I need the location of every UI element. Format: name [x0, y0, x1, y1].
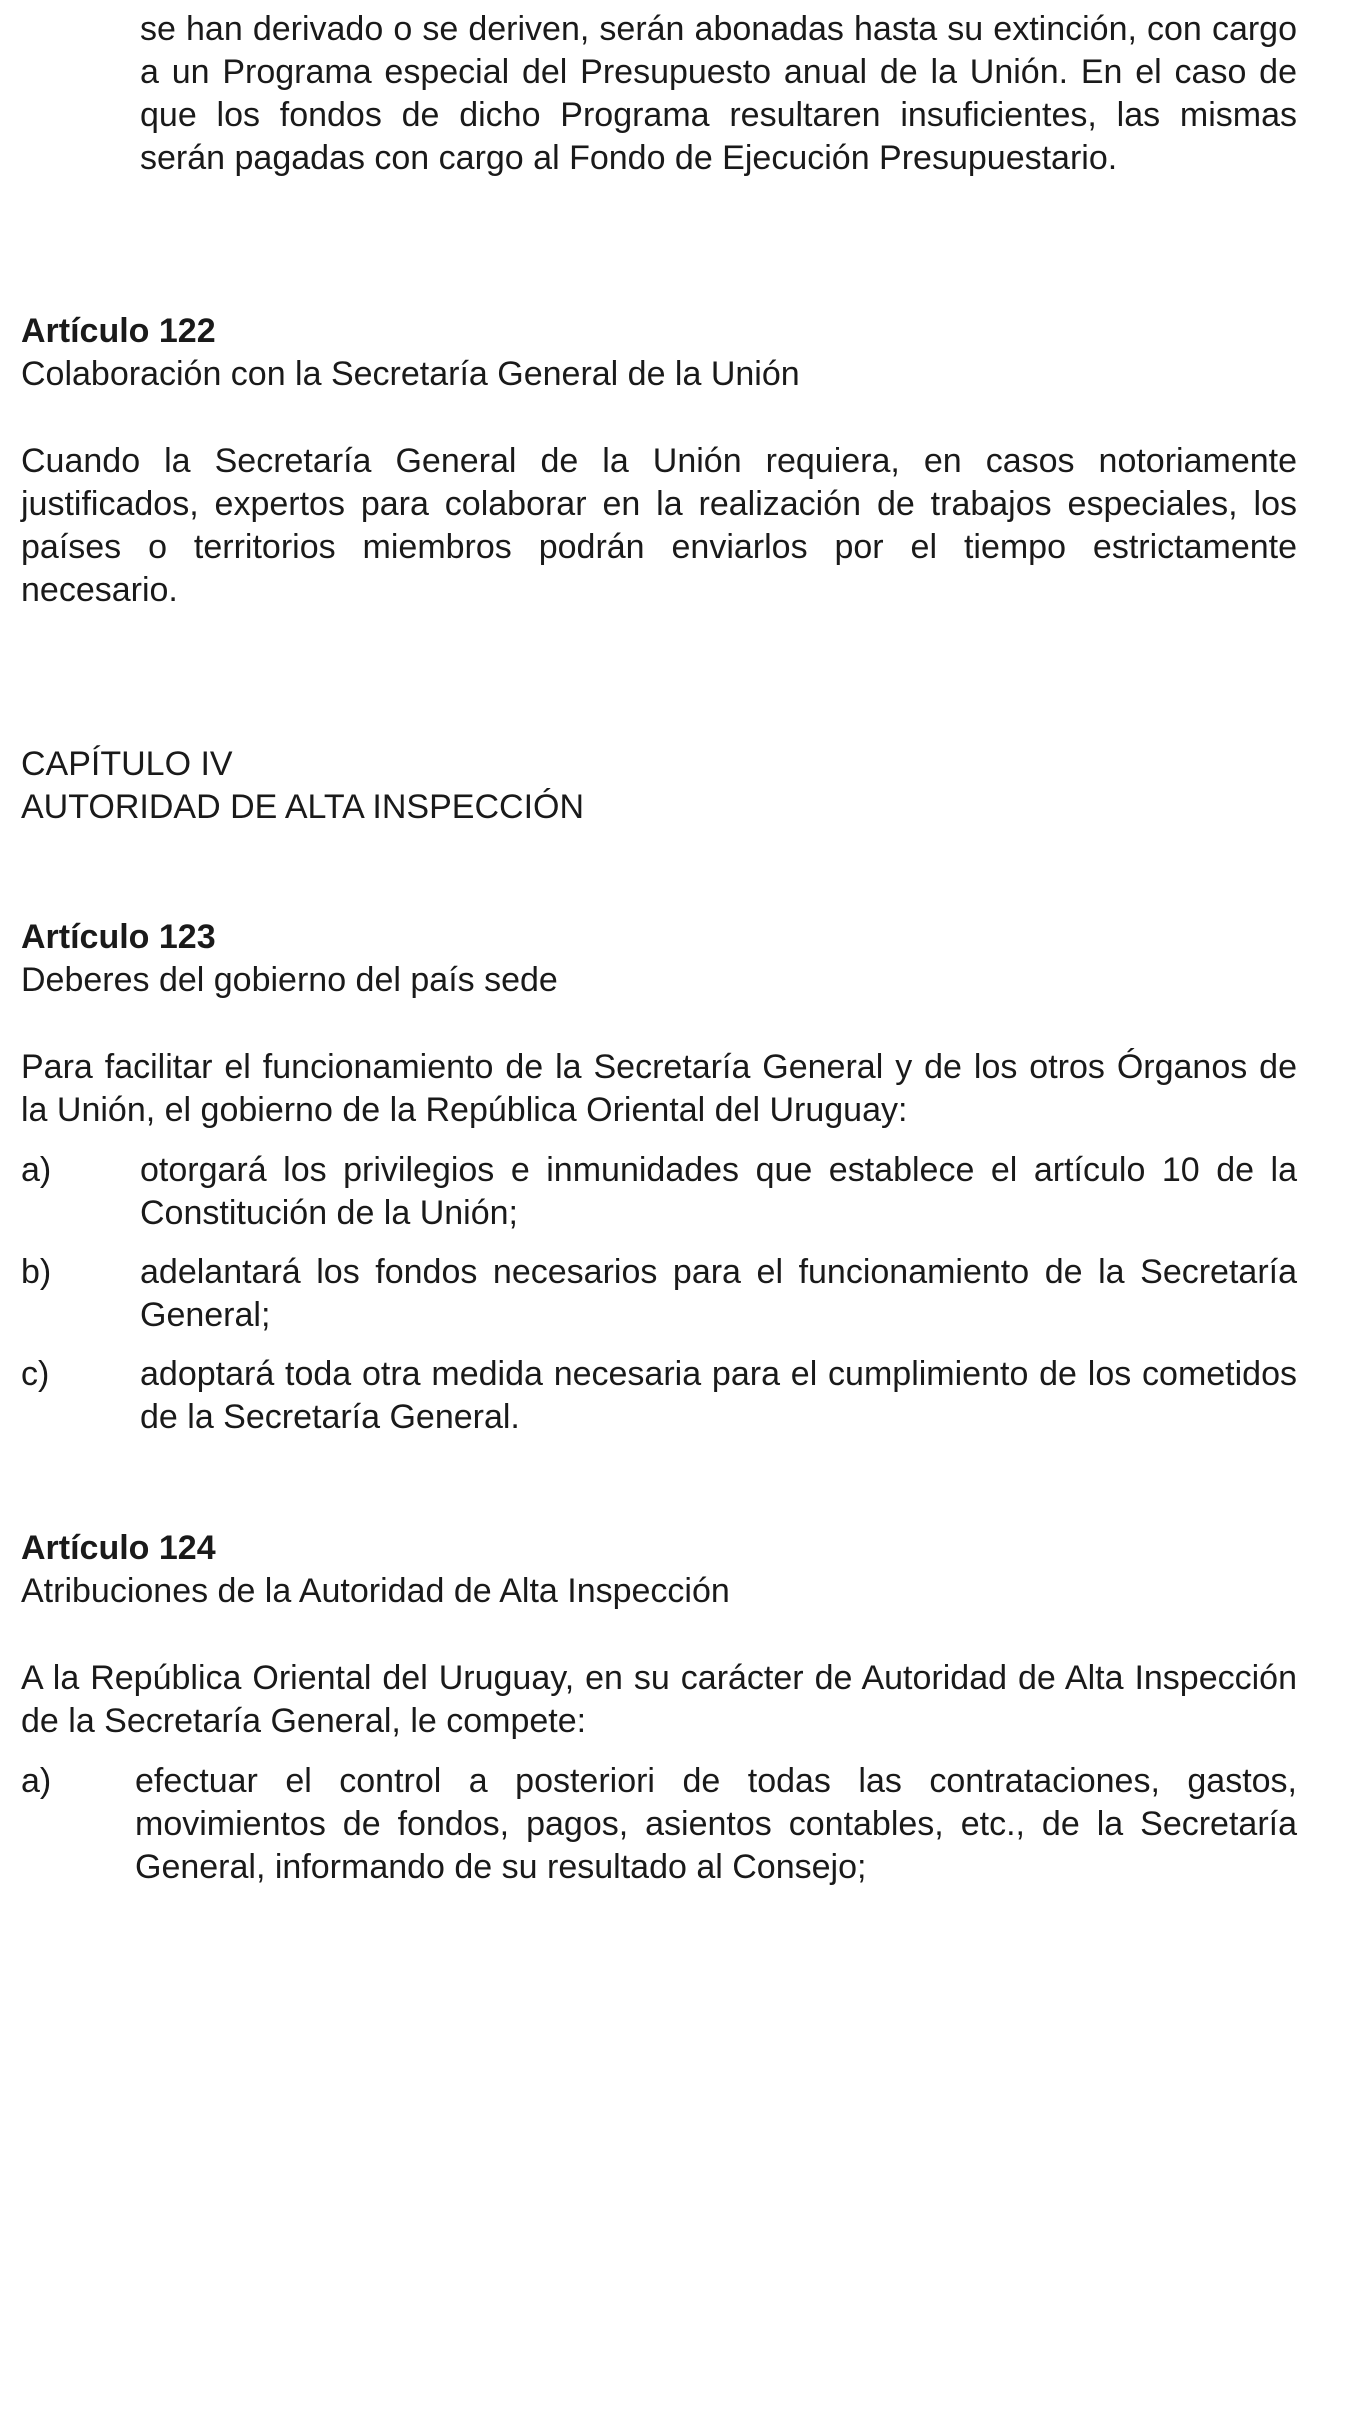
- list-item-text: otorgará los privilegios e inmunidades que establece el artículo 10 de la Constitución de la Unión;: [140, 1151, 1297, 1232]
- article-124-subtitle: Atribuciones de la Autoridad de Alta Inspección: [21, 1572, 730, 1610]
- article-124-heading: Artículo 124: [21, 1529, 216, 1567]
- continuation-paragraph: se han derivado o se deriven, serán abonadas hasta su extinción, con cargo a un Programa especial del Presupuesto anual de la Unión. En el caso de que los fondos de dicho Programa resultaren insuficientes, las mismas serán pagadas con cargo al Fondo de Ejecución Presupuestario.: [140, 10, 1297, 177]
- article-122-subtitle: Colaboración con la Secretaría General de la Unión: [21, 355, 800, 393]
- article-124-intro: A la República Oriental del Uruguay, en su carácter de Autoridad de Alta Inspección de la Secretaría General, le compete:: [21, 1659, 1297, 1740]
- article-123-intro: Para facilitar el funcionamiento de la Secretaría General y de los otros Órganos de la Unión, el gobierno de la República Oriental del Uruguay:: [21, 1048, 1297, 1129]
- list-item-marker: a): [21, 1762, 52, 1800]
- list-item-text: adelantará los fondos necesarios para el funcionamiento de la Secretaría General;: [140, 1253, 1297, 1334]
- list-item-marker: c): [21, 1355, 50, 1393]
- article-123-subtitle: Deberes del gobierno del país sede: [21, 961, 558, 999]
- chapter-title: AUTORIDAD DE ALTA INSPECCIÓN: [21, 788, 585, 826]
- chapter-number: CAPÍTULO IV: [21, 745, 233, 783]
- list-item-text: efectuar el control a posteriori de todas las contrataciones, gastos, movimientos de fondos, pagos, asientos contables, etc., de la Secretaría General, informando de su resultado al Consejo;: [135, 1762, 1297, 1886]
- article-123-heading: Artículo 123: [21, 918, 216, 956]
- article-122-heading: Artículo 122: [21, 312, 216, 350]
- list-item-marker: b): [21, 1253, 52, 1291]
- list-item-marker: a): [21, 1151, 52, 1189]
- list-item-text: adoptará toda otra medida necesaria para el cumplimiento de los cometidos de la Secretaría General.: [140, 1355, 1297, 1436]
- article-122-body: Cuando la Secretaría General de la Unión requiera, en casos notoriamente justificados, expertos para colaborar en la realización de trabajos especiales, los países o territorios miembros podrán enviarlos por el tiempo estrictamente necesario.: [21, 442, 1297, 609]
